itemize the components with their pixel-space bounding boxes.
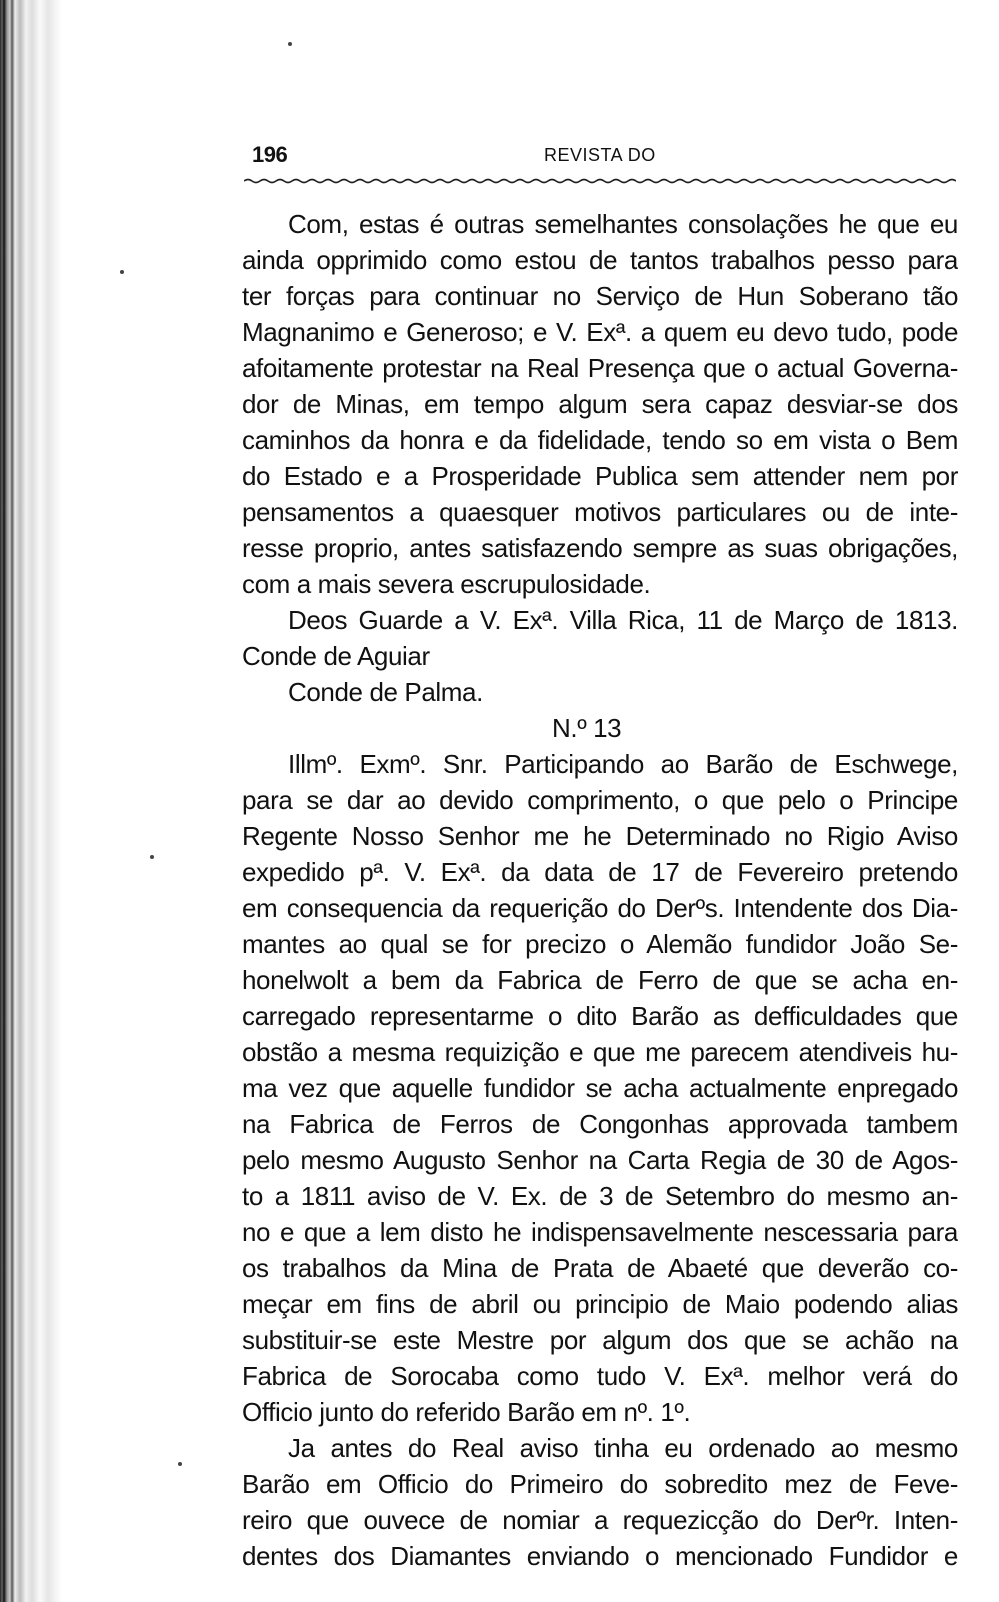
text-line: com a mais severa escrupulosidade.	[242, 569, 651, 599]
text-line: dor de Minas, em tempo algum sera capaz desviar-se dos	[242, 389, 958, 419]
text-line: Regente Nosso Senhor me he Determinado no Rigio Aviso	[242, 821, 958, 851]
text-line: substituir-se este Mestre por algum dos que se achão na	[242, 1325, 958, 1355]
scan-speck	[178, 1462, 182, 1466]
scan-speck	[288, 42, 292, 46]
text-line: afoitamente protestar na Real Presença que o actual Governa-	[242, 353, 958, 383]
text-line: Magnanimo e Generoso; e V. Exª. a quem eu devo tudo, pode	[242, 317, 958, 347]
text-line: Com, estas é outras semelhantes consolações he que eu	[288, 209, 958, 239]
text-line: pensamentos a quaesquer motivos particulares ou de inte-	[242, 497, 958, 527]
page-number: 196	[252, 142, 288, 167]
text-line: expedido pª. V. Exª. da data de 17 de Fevereiro pretendo	[242, 857, 958, 887]
text-line: do Estado e a Prosperidade Publica sem attender nem por	[242, 461, 958, 491]
header-wavy-rule	[244, 178, 956, 184]
text-line: em consequencia da requerição do Derºs. Intendente dos Dia-	[242, 893, 958, 923]
text-line: pelo mesmo Augusto Senhor na Carta Regia de 30 de Agos-	[242, 1145, 958, 1175]
running-head: REVISTA DO	[544, 145, 656, 165]
document-number: N.º 13	[552, 713, 622, 743]
text-line: resse proprio, antes satisfazendo sempre as suas obrigações,	[242, 533, 958, 563]
signature-aguiar: Conde de Aguiar	[242, 641, 430, 671]
text-line: Fabrica de Sorocaba como tudo V. Exª. melhor verá do	[242, 1361, 958, 1391]
text-line: honelwolt a bem da Fabrica de Ferro de que se acha en-	[242, 965, 958, 995]
page-header	[244, 140, 954, 174]
text-line: dentes dos Diamantes enviando o mencionado Fundidor e	[242, 1541, 958, 1571]
signature-palma: Conde de Palma.	[288, 677, 483, 707]
text-line: os trabalhos da Mina de Prata de Abaeté que deverão co-	[242, 1253, 958, 1283]
text-line: Illmº. Exmº. Snr. Participando ao Barão de Eschwege,	[288, 749, 958, 779]
text-line: Ja antes do Real aviso tinha eu ordenado ao mesmo	[288, 1433, 958, 1463]
body-text	[242, 206, 958, 1574]
text-line: Barão em Officio do Primeiro do sobredito mez de Feve-	[242, 1469, 958, 1499]
text-line: mantes ao qual se for precizo o Alemão fundidor João Se-	[242, 929, 958, 959]
text-line: no e que a lem disto he indispensavelmente nescessaria para	[242, 1217, 958, 1247]
text-line: ter forças para continuar no Serviço de Hun Soberano tão	[242, 281, 958, 311]
text-line: to a 1811 aviso de V. Ex. de 3 de Setembro do mesmo an-	[242, 1181, 958, 1211]
text-line: para se dar ao devido comprimento, o que pelo o Principe	[242, 785, 958, 815]
text-line: Officio junto do referido Barão em nº. 1º.	[242, 1397, 691, 1427]
text-line: meçar em fins de abril ou principio de Maio podendo alias	[242, 1289, 958, 1319]
text-line: carregado representarme o dito Barão as defficuldades que	[242, 1001, 958, 1031]
text-line: caminhos da honra e da fidelidade, tendo so em vista o Bem	[242, 425, 958, 455]
text-line: obstão a mesma requizição e que me parecem atendiveis hu-	[242, 1037, 958, 1067]
scan-speck	[150, 855, 154, 859]
text-line: ma vez que aquelle fundidor se acha actualmente enpregado	[242, 1073, 958, 1103]
text-line: reiro que ouvece de nomiar a requezicção do Derºr. Inten-	[242, 1505, 958, 1535]
scan-speck	[120, 270, 124, 274]
text-line: na Fabrica de Ferros de Congonhas approvada tambem	[242, 1109, 958, 1139]
closing-line: Deos Guarde a V. Exª. Villa Rica, 11 de Março de 1813.	[288, 605, 958, 635]
text-line: ainda opprimido como estou de tantos trabalhos pesso para	[242, 245, 958, 275]
